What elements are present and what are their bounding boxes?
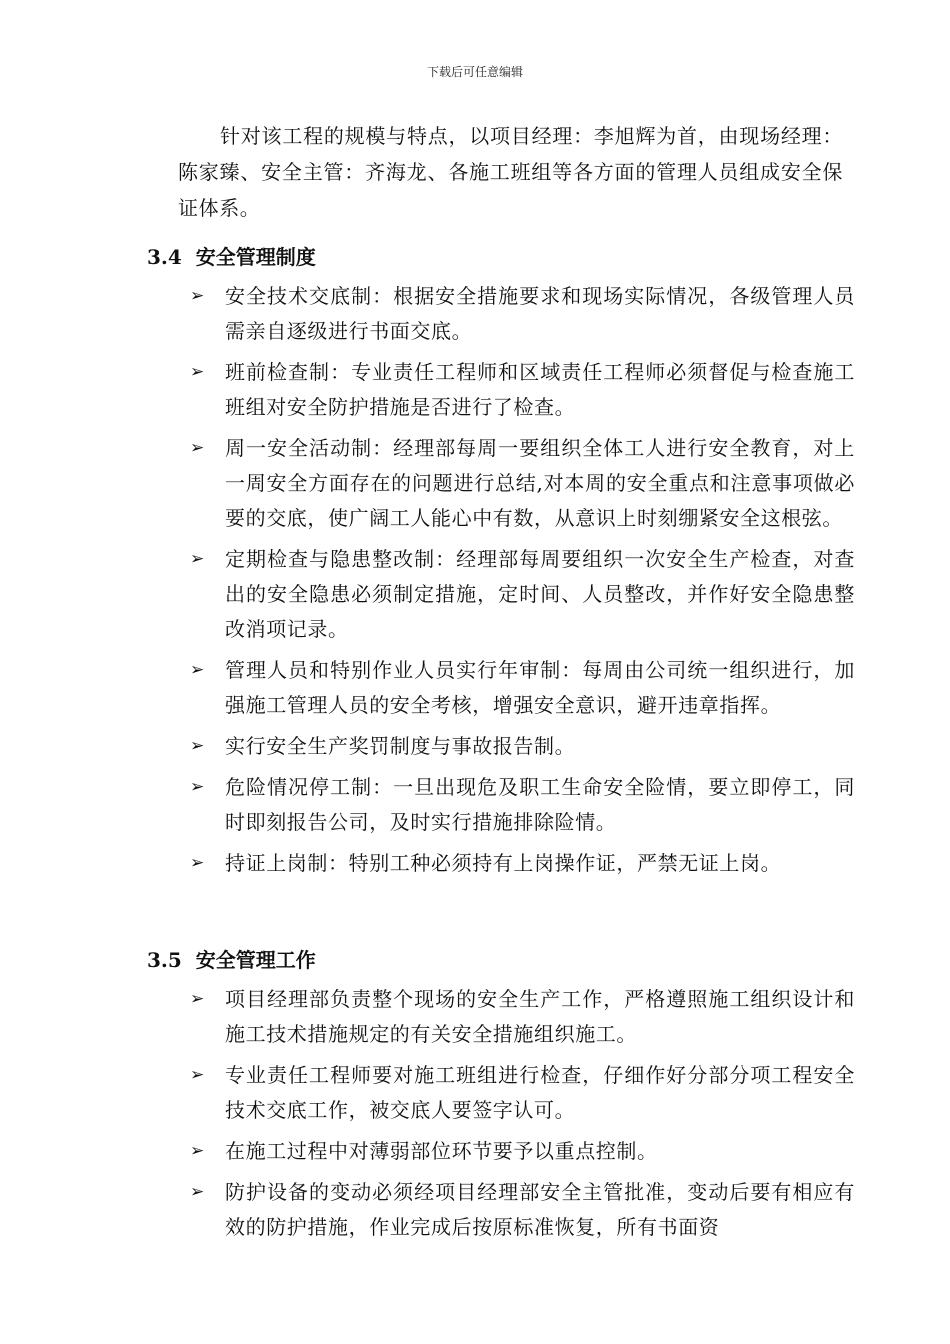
list-item-text: 周一安全活动制：经理部每周一要组织全体工人进行安全教育，对上一周安全方面存在的问题进行总结,对本周的安全重点和注意事项做必要的交底，使广阔工人能心中有数，从意识上时刻绷紧安全这根弦。 [225, 436, 855, 530]
list-item-text: 持证上岗制：特别工种必须持有上岗操作证，严禁无证上岗。 [225, 851, 782, 875]
section-number: 3.4 [147, 245, 182, 269]
list-item-text: 管理人员和特别作业人员实行年审制：每周由公司统一组织进行，加强施工管理人员的安全考核，增强安全意识，避开违章指挥。 [225, 658, 855, 717]
list-item [190, 279, 855, 349]
list-item-text: 定期检查与隐患整改制：经理部每周要组织一次安全生产检查，对查出的安全隐患必须制定措施，定时间、人员整改，并作好安全隐患整改消项记录。 [225, 547, 855, 641]
list-item-text: 防护设备的变动必须经项目经理部安全主管批准，变动后要有相应有效的防护措施，作业完成后按原标准恢复，所有书面资 [225, 1180, 855, 1239]
list-item-text: 项目经理部负责整个现场的安全生产工作，严格遵照施工组织设计和施工技术措施规定的有关安全措施组织施工。 [225, 987, 855, 1046]
arrow-bullet-icon: ➢ [190, 1141, 205, 1161]
arrow-bullet-icon: ➢ [190, 286, 205, 306]
section-number: 3.5 [147, 948, 182, 972]
page-header-note: 下载后可任意编辑 [426, 65, 523, 79]
list-item-text: 在施工过程中对薄弱部位环节要予以重点控制。 [225, 1139, 658, 1163]
list-item [190, 1058, 855, 1128]
list-item [190, 431, 855, 536]
arrow-bullet-icon: ➢ [190, 1182, 205, 1202]
list-item [190, 1134, 855, 1169]
arrow-bullet-icon: ➢ [190, 549, 205, 569]
arrow-bullet-icon: ➢ [190, 438, 205, 458]
list-item [190, 542, 855, 647]
list-item-text: 安全技术交底制：根据安全措施要求和现场实际情况，各级管理人员需亲自逐级进行书面交底。 [225, 284, 855, 343]
arrow-bullet-icon: ➢ [190, 660, 205, 680]
safety-rules-list [190, 279, 855, 887]
arrow-bullet-icon: ➢ [190, 777, 205, 797]
arrow-bullet-icon: ➢ [190, 853, 205, 873]
list-item [190, 982, 855, 1052]
list-item-text: 班前检查制：专业责任工程师和区域责任工程师必须督促与检查施工班组对安全防护措施是否进行了检查。 [225, 360, 855, 419]
list-item-text: 专业责任工程师要对施工班组进行检查，仔细作好分部分项工程安全技术交底工作，被交底人要签字认可。 [225, 1063, 855, 1122]
list-item [190, 729, 855, 764]
list-item [190, 770, 855, 840]
section-heading-3-4 [147, 243, 316, 271]
safety-work-list [190, 982, 855, 1251]
section-heading-3-5 [147, 946, 316, 974]
arrow-bullet-icon: ➢ [190, 736, 205, 756]
list-item [190, 1175, 855, 1245]
intro-paragraph: 针对该工程的规模与特点，以项目经理：李旭辉为首，由现场经理：陈家臻、安全主管：齐海龙、各施工班组等各方面的管理人员组成安全保证体系。 [178, 124, 843, 220]
arrow-bullet-icon: ➢ [190, 362, 205, 382]
section-title: 安全管理制度 [195, 245, 316, 269]
list-item-text: 危险情况停工制：一旦出现危及职工生命安全险情，要立即停工，同时即刻报告公司，及时实行措施排除险情。 [225, 775, 855, 834]
arrow-bullet-icon: ➢ [190, 1065, 205, 1085]
section-title: 安全管理工作 [195, 948, 316, 972]
list-item [190, 653, 855, 723]
list-item [190, 355, 855, 425]
list-item-text: 实行安全生产奖罚制度与事故报告制。 [225, 734, 576, 758]
arrow-bullet-icon: ➢ [190, 989, 205, 1009]
list-item [190, 846, 855, 881]
